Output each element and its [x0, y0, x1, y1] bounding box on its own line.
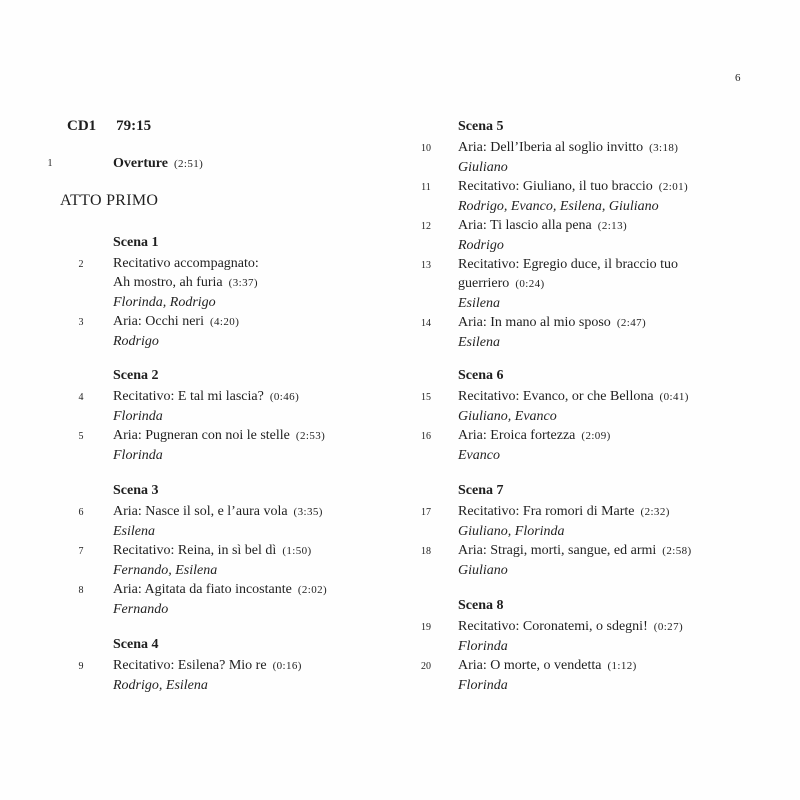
- cd-duration: 79:15: [116, 118, 152, 134]
- track-number: 17: [421, 507, 431, 518]
- track-entry: [78, 541, 453, 580]
- track-entry: [421, 656, 798, 695]
- track-entry: [421, 426, 798, 465]
- track-title-text: Recitativo: Reina, in sì bel dì: [113, 543, 277, 558]
- track-duration: (0:24): [515, 278, 545, 290]
- track-title-text: Recitativo: Evanco, or che Bellona: [458, 389, 654, 404]
- scene-title: Scena 5: [458, 119, 504, 134]
- track-duration: (3:35): [293, 506, 323, 518]
- track-duration: (0:27): [653, 621, 684, 633]
- track-number: 1: [47, 158, 53, 169]
- scene-title: Scena 1: [113, 235, 159, 250]
- track-singers: Fernando: [113, 602, 169, 617]
- track-title-text: Aria: Occhi neri: [113, 314, 204, 329]
- track-singers: Rodrigo: [113, 334, 159, 349]
- track-number: 8: [78, 585, 84, 596]
- track-duration: (2:47): [616, 317, 647, 329]
- track-entry: [78, 387, 453, 426]
- track-title: [458, 426, 798, 446]
- track-title-text: Aria: Agitata da fiato incostante: [113, 582, 292, 597]
- track-number: 5: [78, 431, 84, 442]
- track-title: [458, 138, 798, 158]
- track-singers: Florinda: [113, 448, 163, 463]
- track-title: [458, 313, 798, 333]
- track-title: [458, 617, 798, 637]
- track-duration: (0:41): [659, 391, 689, 403]
- track-singers: Giuliano, Evanco: [458, 409, 557, 424]
- track-title: [458, 274, 798, 294]
- track-singers: Esilena: [458, 296, 500, 311]
- track-title: [458, 656, 798, 676]
- track-singers: Esilena: [458, 335, 500, 350]
- cd-header: [67, 118, 151, 135]
- track-title: [113, 656, 453, 676]
- track-singers: Florinda: [458, 639, 508, 654]
- track-title: [458, 216, 798, 236]
- track-title: [458, 502, 798, 522]
- act-title: ATTO PRIMO: [60, 192, 159, 209]
- cd-label: CD1: [67, 118, 97, 134]
- scene-title: Scena 4: [113, 637, 159, 652]
- track-entry: [421, 255, 798, 313]
- track-entry: [78, 656, 453, 695]
- track-entry: [421, 216, 798, 255]
- track-entry: [78, 502, 453, 541]
- track-title-text: guerriero: [458, 276, 510, 291]
- track-entry: [78, 254, 453, 312]
- track-title: [458, 541, 798, 561]
- track-title-text: Recitativo: Coronatemi, o sdegni!: [458, 619, 648, 634]
- scene-title: Scena 7: [458, 483, 504, 498]
- scene-title: Scena 3: [113, 483, 159, 498]
- track-number: 14: [421, 318, 431, 329]
- track-entry: [78, 580, 453, 619]
- track-title: [113, 254, 453, 273]
- track-singers: Giuliano: [458, 160, 508, 175]
- track-singers: Fernando, Esilena: [113, 563, 218, 578]
- track-number: 20: [421, 661, 431, 672]
- track-title: Overture: [113, 156, 168, 171]
- track-number: 18: [421, 546, 431, 557]
- track-title: [113, 312, 453, 332]
- track-title: [113, 273, 453, 293]
- track-entry: [78, 426, 453, 465]
- track-number: 15: [421, 392, 431, 403]
- track-duration: (1:50): [282, 545, 312, 557]
- track-title-text: Recitativo: Giuliano, il tuo braccio: [458, 179, 653, 194]
- track-title-text: Aria: Ti lascio alla pena: [458, 218, 592, 233]
- track-singers: Florinda: [458, 678, 508, 693]
- track-title: [458, 255, 798, 274]
- track-singers: Rodrigo, Evanco, Esilena, Giuliano: [458, 199, 659, 214]
- track-title-text: Aria: O morte, o vendetta: [458, 658, 602, 673]
- track-number: 9: [78, 661, 84, 672]
- track-number: 3: [78, 317, 84, 328]
- track-title-text: Ah mostro, ah furia: [113, 275, 223, 290]
- track-entry: [421, 177, 798, 216]
- track-number: 12: [421, 221, 431, 232]
- page-number: 6: [735, 72, 741, 84]
- track-title: [458, 387, 798, 407]
- track-entry: [421, 138, 798, 177]
- track-title: [113, 426, 453, 446]
- track-duration: (0:46): [269, 391, 300, 403]
- track-singers: Florinda: [113, 409, 163, 424]
- track-duration: (2:09): [581, 430, 611, 442]
- track-singers: Rodrigo: [458, 238, 504, 253]
- track-title: [113, 580, 453, 600]
- track-title-text: Aria: Dell’Iberia al soglio invitto: [458, 140, 644, 155]
- track-title: [113, 541, 453, 561]
- track-title-text: Recitativo: E tal mi lascia?: [113, 389, 264, 404]
- track-number: 16: [421, 431, 431, 442]
- track-duration: (3:37): [228, 277, 258, 289]
- track-singers: Florinda, Rodrigo: [113, 295, 216, 310]
- scene-block: [78, 234, 453, 351]
- track-number: 7: [78, 546, 84, 557]
- track-duration: (2:53): [295, 430, 326, 442]
- track-title-text: Recitativo: Egregio duce, il braccio tuo: [458, 257, 679, 272]
- track-title: [113, 502, 453, 522]
- track-duration: (2:13): [597, 220, 628, 232]
- overture-title: [113, 156, 203, 172]
- track-duration: (2:51): [173, 158, 204, 170]
- track-number: 4: [78, 392, 84, 403]
- track-title: [458, 177, 798, 197]
- track-title-text: Aria: Pugneran con noi le stelle: [113, 428, 290, 443]
- track-duration: (2:58): [662, 545, 692, 557]
- track-entry: [78, 312, 453, 351]
- track-number: 19: [421, 622, 431, 633]
- track-singers: Evanco: [458, 448, 500, 463]
- scene-block: [421, 118, 798, 352]
- track-title-text: Recitativo: Esilena? Mio re: [113, 658, 267, 673]
- scene-block: [421, 482, 798, 580]
- track-duration: (2:02): [297, 584, 328, 596]
- track-title-text: Aria: Stragi, morti, sangue, ed armi: [458, 543, 657, 558]
- track-entry: [421, 313, 798, 352]
- track-duration: (2:32): [640, 506, 670, 518]
- track-singers: Giuliano: [458, 563, 508, 578]
- track-entry: [421, 387, 798, 426]
- scene-title: Scena 2: [113, 368, 159, 383]
- track-number: 6: [78, 507, 84, 518]
- track-title-text: Recitativo: Fra romori di Marte: [458, 504, 635, 519]
- track-title-text: Aria: Nasce il sol, e l’aura vola: [113, 504, 288, 519]
- track-title-text: Recitativo accompagnato:: [113, 256, 259, 271]
- track-duration: (1:12): [607, 660, 637, 672]
- track-duration: (3:18): [649, 142, 679, 154]
- track-singers: Giuliano, Florinda: [458, 524, 565, 539]
- scene-title: Scena 8: [458, 598, 504, 613]
- track-number: 2: [78, 259, 84, 270]
- scene-title: Scena 6: [458, 368, 504, 383]
- scene-block: [78, 482, 453, 619]
- scene-block: [421, 597, 798, 695]
- track-duration: (2:01): [658, 181, 689, 193]
- scene-block: [421, 367, 798, 465]
- track-duration: (0:16): [272, 660, 302, 672]
- track-entry: [421, 502, 798, 541]
- scene-block: [78, 636, 453, 695]
- track-title: [113, 387, 453, 407]
- track-number: 10: [421, 143, 431, 154]
- scene-block: [78, 367, 453, 465]
- track-number: 13: [421, 260, 431, 271]
- track-number: 11: [421, 182, 431, 193]
- track-title-text: Aria: In mano al mio sposo: [458, 315, 611, 330]
- track-singers: Esilena: [113, 524, 155, 539]
- track-singers: Rodrigo, Esilena: [113, 678, 208, 693]
- track-title-text: Aria: Eroica fortezza: [458, 428, 576, 443]
- track-entry: [421, 617, 798, 656]
- track-duration: (4:20): [209, 316, 240, 328]
- track-entry: [421, 541, 798, 580]
